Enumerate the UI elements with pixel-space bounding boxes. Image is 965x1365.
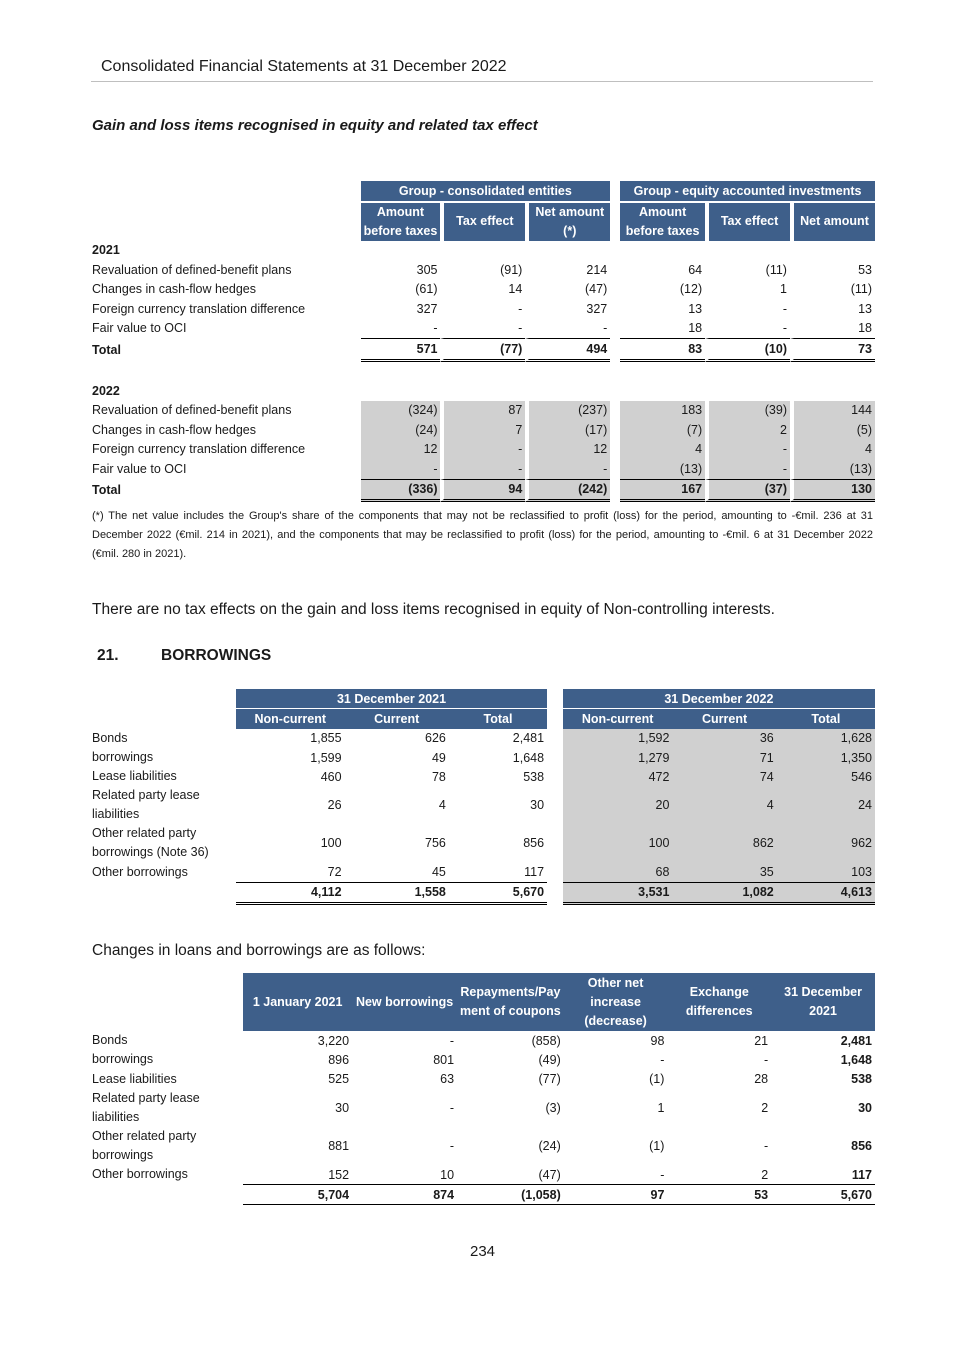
value-cell: 100 — [563, 824, 673, 862]
row-label-line: borrowings — [92, 750, 154, 765]
total-cell: 53 — [667, 1184, 771, 1205]
value-cell: 12 — [525, 440, 610, 460]
total-row — [89, 882, 875, 905]
row-label — [89, 1031, 243, 1050]
row-label — [89, 748, 236, 767]
value-cell: 538 — [851, 1072, 872, 1087]
header-spacer — [89, 181, 361, 201]
total-cell: 1,082 — [672, 882, 776, 905]
row-label — [89, 767, 236, 786]
col-header-amount-before-taxes: Amount before taxes — [361, 201, 441, 241]
value-cell: 460 — [320, 769, 342, 784]
value-cell: 1,599 — [310, 750, 342, 765]
table-row — [89, 729, 875, 748]
value-cell: - — [361, 459, 441, 479]
table-row — [89, 459, 875, 479]
value-cell: 1 — [657, 1100, 665, 1115]
row-label-line: Related party lease — [92, 1090, 200, 1105]
total-cell: 4,613 — [777, 882, 875, 905]
value-cell: (1) — [649, 1138, 665, 1153]
total-cell: 5,670 — [771, 1184, 875, 1205]
row-label: Changes in cash-flow hedges — [92, 422, 256, 437]
col-header-tax-effect-2: Tax effect — [705, 201, 790, 241]
row-label — [89, 1165, 243, 1184]
value-cell: 18 — [688, 321, 703, 336]
value-cell: (1) — [649, 1072, 665, 1087]
value-cell: 10 — [440, 1167, 455, 1182]
col-header-total: Total — [449, 708, 547, 728]
value-cell: 472 — [563, 767, 673, 786]
value-cell: 327 — [525, 299, 610, 319]
value-cell: (13) — [620, 459, 705, 479]
value-cell: 35 — [672, 862, 776, 881]
value-cell: 525 — [328, 1072, 350, 1087]
col-header-new-borrowings: New borrowings — [352, 973, 457, 1031]
value-cell: 626 — [425, 731, 446, 746]
nci-paragraph: There are no tax effects on the gain and loss items recognised in equity of Non-controlling interests. — [92, 601, 775, 618]
value-cell: (13) — [790, 459, 875, 479]
row-label — [89, 824, 236, 862]
value-cell: (61) — [415, 282, 438, 297]
value-cell: 571 — [361, 338, 441, 362]
table-row — [89, 1127, 875, 1165]
col-header-other-net: Other net increase (decrease) — [564, 973, 668, 1031]
value-cell: 167 — [620, 479, 705, 503]
table-row — [89, 786, 875, 824]
row-label-line: Lease liabilities — [92, 769, 177, 784]
col-header-non-current-2: Non-current — [563, 708, 673, 728]
value-cell: (12) — [679, 282, 703, 297]
row-label: Foreign currency translation difference — [92, 442, 306, 457]
value-cell: 94 — [440, 479, 525, 503]
value-cell: 962 — [777, 824, 875, 862]
value-cell: (24) — [538, 1138, 561, 1153]
col-header-jan-2021: 1 January 2021 — [243, 973, 352, 1031]
value-cell: 63 — [440, 1072, 455, 1087]
value-cell: 1,592 — [563, 729, 673, 748]
value-cell: 214 — [525, 260, 610, 280]
value-cell: 83 — [620, 338, 705, 362]
total-cell: 97 — [564, 1184, 668, 1205]
row-label — [89, 1050, 243, 1069]
value-cell: (37) — [705, 479, 790, 503]
value-cell: 30 — [335, 1100, 350, 1115]
value-cell: - — [660, 1052, 665, 1067]
section-heading: Gain and loss items recognised in equity and related tax effect — [92, 117, 538, 134]
value-cell: 20 — [563, 786, 673, 824]
col-header-repayments: Repayments/Pay ment of coupons — [457, 973, 564, 1031]
value-cell: (49) — [538, 1052, 561, 1067]
value-cell: 4 — [790, 440, 875, 460]
changes-paragraph: Changes in loans and borrowings are as follows: — [92, 942, 426, 959]
value-cell: 13 — [790, 299, 875, 319]
row-label — [89, 1089, 243, 1127]
value-cell: 856 — [851, 1138, 872, 1153]
value-cell: 117 — [524, 865, 545, 880]
value-cell: 1,628 — [777, 729, 875, 748]
value-cell: (91) — [440, 260, 525, 280]
value-cell: 1,279 — [563, 748, 673, 767]
value-cell: 881 — [328, 1138, 350, 1153]
value-cell: 74 — [672, 767, 776, 786]
table-row — [89, 319, 875, 339]
value-cell: 72 — [327, 865, 342, 880]
value-cell: 896 — [328, 1052, 350, 1067]
row-label-line: Other borrowings — [92, 864, 188, 879]
row-label-line: liabilities — [92, 1109, 140, 1124]
year-label-2022: 2022 — [92, 383, 120, 398]
table-row — [89, 1070, 875, 1089]
value-cell: (3) — [545, 1100, 561, 1115]
table-row — [89, 420, 875, 440]
value-cell: (24) — [361, 420, 441, 440]
value-cell: (7) — [620, 420, 705, 440]
value-cell: (39) — [705, 401, 790, 421]
col-header-amount-before-taxes-2: Amount before taxes — [620, 201, 705, 241]
value-cell: - — [449, 1138, 455, 1153]
value-cell: - — [705, 440, 790, 460]
col-header-net-amount-2: Net amount — [790, 201, 875, 241]
value-cell: - — [433, 321, 438, 336]
row-label — [89, 786, 236, 824]
value-cell: 1,648 — [840, 1052, 872, 1067]
row-label: Total — [92, 342, 121, 357]
value-cell: 30 — [530, 798, 545, 813]
section-title: BORROWINGS — [161, 647, 272, 664]
row-label-line: borrowings (Note 36) — [92, 845, 209, 860]
table-row — [89, 748, 875, 767]
value-cell: 1,648 — [512, 750, 545, 765]
row-label: Changes in cash-flow hedges — [92, 282, 256, 297]
value-cell: 2 — [761, 1167, 769, 1182]
value-cell: 71 — [672, 748, 776, 767]
col-header-current-2: Current — [672, 708, 776, 728]
total-cell: 3,531 — [563, 882, 673, 905]
value-cell: (47) — [525, 280, 610, 300]
value-cell: - — [525, 319, 610, 339]
value-cell: 7 — [440, 420, 525, 440]
value-cell: 538 — [523, 769, 545, 784]
value-cell: (336) — [361, 479, 441, 503]
value-cell: 73 — [790, 338, 875, 362]
value-cell: 49 — [431, 750, 446, 765]
value-cell: - — [763, 1138, 769, 1153]
total-cell: 874 — [352, 1184, 457, 1205]
group-header-consolidated: Group - consolidated entities — [361, 181, 611, 201]
row-label-line: Lease liabilities — [92, 1071, 177, 1086]
value-cell: - — [705, 319, 790, 339]
value-cell: 78 — [431, 769, 446, 784]
table-row — [89, 1050, 875, 1069]
col-header-non-current: Non-current — [236, 708, 345, 728]
value-cell: - — [763, 1052, 769, 1067]
borrowings-table — [89, 689, 875, 905]
value-cell: 14 — [440, 280, 525, 300]
row-label — [89, 1127, 243, 1165]
value-cell: - — [705, 459, 790, 479]
value-cell: 24 — [777, 786, 875, 824]
value-cell: 494 — [525, 338, 610, 362]
value-cell: - — [440, 459, 525, 479]
value-cell: 305 — [416, 262, 438, 277]
group-header-equity-accounted: Group - equity accounted investments — [620, 181, 875, 201]
value-cell: 87 — [440, 401, 525, 421]
value-cell: 36 — [672, 729, 776, 748]
value-cell: 2,481 — [840, 1033, 872, 1048]
equity-tax-effect-table — [89, 181, 875, 502]
row-label-line: borrowings — [92, 1147, 154, 1162]
row-label — [89, 862, 236, 881]
table-row — [89, 1031, 875, 1050]
value-cell: (242) — [525, 479, 610, 503]
value-cell: 130 — [790, 479, 875, 503]
header-divider — [91, 81, 873, 82]
value-cell: 1,350 — [777, 748, 875, 767]
row-label: Revaluation of defined-benefit plans — [92, 403, 292, 418]
value-cell: - — [449, 1100, 455, 1115]
value-cell: - — [440, 319, 525, 339]
value-cell: 1,855 — [310, 731, 342, 746]
total-cell: 1,558 — [345, 882, 449, 905]
row-label: Fair value to OCI — [92, 461, 187, 476]
group-header-dec-2022: 31 December 2022 — [563, 689, 875, 708]
row-label-line: borrowings — [92, 1052, 154, 1067]
table-row — [89, 260, 875, 280]
value-cell: (858) — [531, 1033, 561, 1048]
value-cell: 2 — [761, 1100, 769, 1115]
value-cell: 21 — [754, 1033, 769, 1048]
value-cell: (5) — [790, 420, 875, 440]
table-row — [89, 401, 875, 421]
row-label-line: liabilities — [92, 807, 140, 822]
table-row — [89, 824, 875, 862]
value-cell: (11) — [790, 280, 875, 300]
row-label-line: Other related party — [92, 826, 197, 841]
value-cell: 152 — [328, 1167, 350, 1182]
borrowings-changes-table — [89, 973, 875, 1205]
footnote: (*) The net value includes the Group's share of the components that may not be reclassified to profit (loss) for the period, amounting to -€mil. 236 at 31 December 2022 (€mil. 214 in 2021), and the components that may be reclassified to profit (loss) for the period, amounting to -€mil. 6 at 31 December 2022 (€mil. 280 in 2021). — [92, 510, 873, 560]
value-cell: 862 — [672, 824, 776, 862]
section-number: 21. — [97, 647, 119, 664]
value-cell: 4 — [672, 786, 776, 824]
value-cell: 28 — [754, 1072, 769, 1087]
row-label: Total — [92, 483, 121, 498]
page-number: 234 — [469, 1243, 496, 1260]
total-row — [89, 479, 875, 503]
value-cell: - — [440, 440, 525, 460]
row-label: Fair value to OCI — [92, 321, 187, 336]
value-cell: 26 — [327, 798, 342, 813]
value-cell: - — [705, 299, 790, 319]
value-cell: 2,481 — [512, 731, 545, 746]
year-label-2021: 2021 — [92, 243, 120, 258]
table-row — [89, 767, 875, 786]
group-header-dec-2021: 31 December 2021 — [236, 689, 547, 708]
table-row — [89, 299, 875, 319]
value-cell: 13 — [688, 301, 703, 316]
value-cell: 68 — [563, 862, 673, 881]
total-cell: 5,670 — [449, 882, 547, 905]
table-row — [89, 440, 875, 460]
table-row — [89, 1165, 875, 1184]
value-cell: 327 — [416, 301, 438, 316]
col-header-dec-2021: 31 December 2021 — [771, 973, 875, 1031]
col-header-total-2: Total — [777, 708, 875, 728]
col-header-net-amount: Net amount (*) — [525, 201, 610, 241]
total-cell: 5,704 — [243, 1184, 352, 1205]
row-label — [89, 729, 236, 748]
row-label: Foreign currency translation difference — [92, 301, 306, 316]
row-label-line: Bonds — [92, 1033, 128, 1048]
value-cell: 12 — [361, 440, 441, 460]
total-cell: 4,112 — [236, 882, 345, 905]
row-label-line: Bonds — [92, 730, 128, 745]
value-cell: - — [525, 459, 610, 479]
row-label-line: Other borrowings — [92, 1167, 188, 1182]
table-row — [89, 1089, 875, 1127]
row-label: Revaluation of defined-benefit plans — [92, 262, 292, 277]
value-cell: (237) — [525, 401, 610, 421]
value-cell: 103 — [777, 862, 875, 881]
col-header-current: Current — [345, 708, 449, 728]
value-cell: 856 — [523, 836, 545, 851]
value-cell: 801 — [433, 1052, 455, 1067]
value-cell: (47) — [538, 1167, 561, 1182]
value-cell: 4 — [438, 798, 446, 813]
value-cell: 1 — [705, 280, 790, 300]
col-header-exchange: Exchange differences — [667, 973, 771, 1031]
value-cell: 18 — [790, 319, 875, 339]
row-label-line: Related party lease — [92, 788, 200, 803]
value-cell: 30 — [858, 1100, 872, 1115]
value-cell: (17) — [525, 420, 610, 440]
value-cell: 144 — [790, 401, 875, 421]
value-cell: 117 — [851, 1167, 872, 1182]
row-label — [89, 1070, 243, 1089]
total-cell: (1,058) — [457, 1184, 564, 1205]
table-row — [89, 280, 875, 300]
value-cell: 183 — [620, 401, 705, 421]
value-cell: - — [440, 299, 525, 319]
value-cell: (77) — [440, 338, 525, 362]
total-row — [89, 1184, 875, 1205]
value-cell: (11) — [705, 260, 790, 280]
value-cell: (324) — [361, 401, 441, 421]
value-cell: 98 — [650, 1033, 665, 1048]
table-row — [89, 862, 875, 881]
value-cell: 45 — [431, 865, 446, 880]
total-row — [89, 338, 875, 362]
value-cell: 2 — [705, 420, 790, 440]
value-cell: 3,220 — [317, 1033, 350, 1048]
value-cell: 64 — [688, 262, 703, 277]
value-cell: 4 — [620, 440, 705, 460]
value-cell: 100 — [320, 836, 342, 851]
value-cell: 756 — [425, 836, 446, 851]
row-label-line: Other related party — [92, 1128, 197, 1143]
value-cell: 546 — [777, 767, 875, 786]
col-header-tax-effect: Tax effect — [440, 201, 525, 241]
value-cell: - — [660, 1167, 665, 1182]
value-cell: 53 — [790, 260, 875, 280]
value-cell: (10) — [705, 338, 790, 362]
page-header-title: Consolidated Financial Statements at 31 December 2022 — [101, 58, 507, 75]
value-cell: (77) — [538, 1072, 561, 1087]
value-cell: - — [449, 1033, 455, 1048]
